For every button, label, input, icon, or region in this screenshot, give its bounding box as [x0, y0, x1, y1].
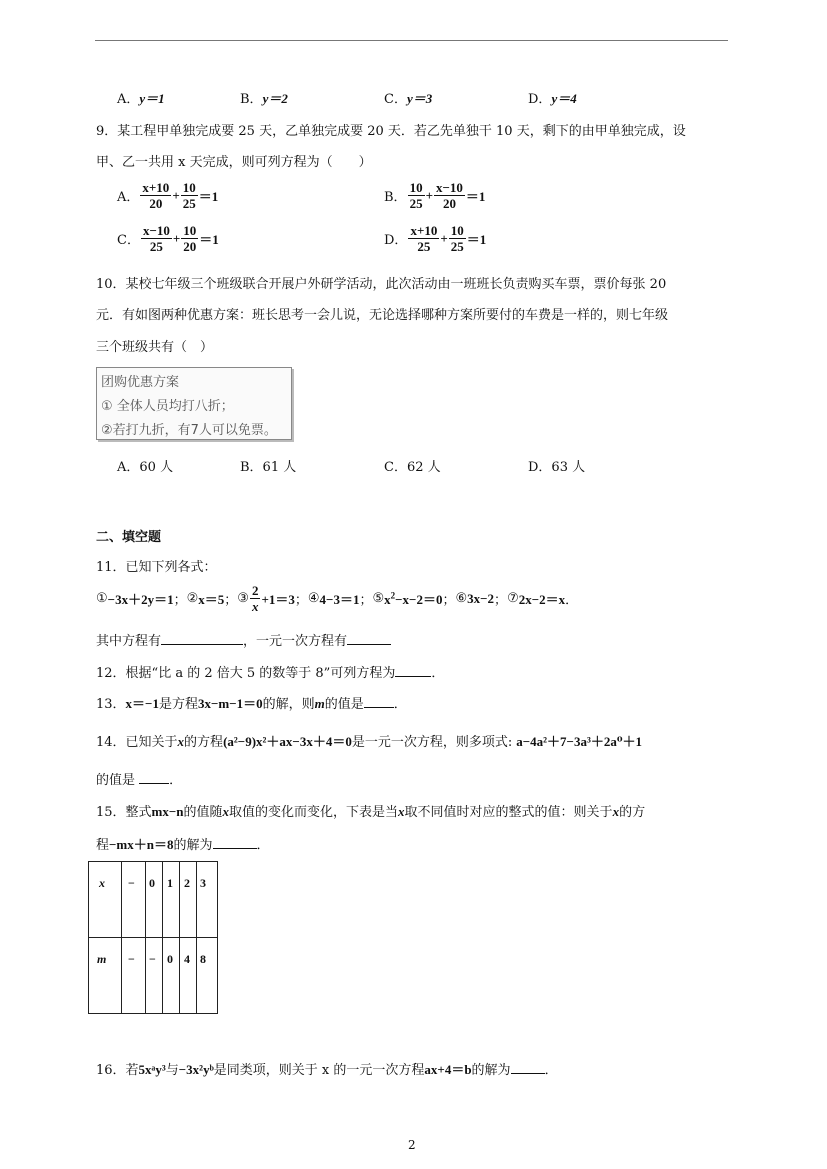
q11-line3: 其中方程有 ，一元一次方程有	[96, 630, 391, 649]
table-cell: 2	[184, 876, 190, 890]
table-cell: 0	[167, 952, 173, 966]
coupon-title: 团购优惠方案	[101, 375, 180, 390]
q8-option-a: A．y＝1	[117, 91, 165, 107]
q13: 13．x＝−1是方程3x−m−1＝0的解，则m的值是 ．	[96, 696, 407, 712]
q9-option-a: A． $\frac{x+10}{20}$ + $\frac{10}{25}$ ＝1	[117, 180, 219, 211]
table-cell: 3	[200, 876, 206, 890]
q15-blank[interactable]	[213, 836, 257, 849]
section-heading: 二、填空题	[96, 530, 162, 545]
coupon-item-2: ②若打九折，有7人可以免票。	[101, 423, 277, 438]
q9-line1: 9．某工程甲单独完成要 25 天，乙单独完成要 20 天．若乙先单独干 10 天，剩下的由甲单独完成，设	[96, 124, 686, 139]
table-cell: 1	[167, 876, 173, 890]
table-cell: 0	[149, 876, 155, 890]
q9-option-b: B． $\frac{10}{25}$ + $\frac{x-10}{20}$ ＝1	[384, 180, 486, 211]
q10-option-a: A．60 人	[117, 460, 174, 475]
coupon-image	[96, 367, 292, 440]
q11-blank-1[interactable]	[161, 632, 243, 645]
q10-line2: 元．有如图两种优惠方案：班长思考一会儿说，无论选择哪种方案所要付的车费是一样的，则七年级	[96, 308, 669, 323]
q10-line1: 10．某校七年级三个班级联合开展户外研学活动，此次活动由一班班长负责购买车票，票价每张 20	[96, 277, 667, 292]
q9-option-d: D． $\frac{x+10}{25}$ + $\frac{10}{25}$ ＝1	[384, 223, 487, 254]
table-cell: m	[97, 952, 107, 966]
q14-line1: 14．已知关于x的方程(a²−9)x²＋ax−3x＋4＝0是一元一次方程，则多项式: a−4a²＋7−3a³＋2a⁰＋1	[96, 734, 643, 750]
table-cell: x	[99, 876, 105, 890]
q15-table	[88, 861, 218, 1014]
q9-line2: 甲、乙一共用 x 天完成，则可列方程为（ ）	[96, 155, 372, 170]
q14-blank[interactable]	[139, 771, 169, 784]
q14-line2: 的值是 ．	[96, 773, 183, 788]
q16-blank[interactable]	[511, 1061, 545, 1074]
q8-option-c: C．y＝3	[384, 91, 433, 107]
q10-option-d: D．63 人	[528, 460, 586, 475]
q10-option-c: C．62 人	[384, 460, 441, 475]
table-cell: −	[128, 952, 135, 966]
q15-line1: 15．整式mx−n的值随x取值的变化而变化，下表是当x取不同值时对应的整式的值：则关于x的方	[96, 804, 646, 820]
q13-blank[interactable]	[364, 695, 394, 708]
coupon-item-1: ① 全体人员均打八折；	[101, 399, 234, 414]
table-cell: −	[128, 876, 135, 890]
q11-line1: 11．已知下列各式：	[96, 560, 217, 575]
q8-option-b: B．y＝2	[240, 91, 288, 107]
q10-option-b: B．61 人	[240, 460, 297, 475]
q12-blank[interactable]	[395, 664, 431, 677]
page-number: 2	[408, 1138, 416, 1152]
header-rule	[95, 40, 728, 41]
q16: 16．若5xᵃy³与−3x²yᵇ是同类项，则关于 x 的一元一次方程ax+4＝b的解为 ．	[96, 1062, 558, 1078]
table-cell: 8	[200, 952, 206, 966]
q12: 12．根据“比 a 的 2 倍大 5 的数等于 8”可列方程为 ．	[96, 666, 445, 681]
q10-line3: 三个班级共有（ ）	[96, 340, 214, 355]
q11-blank-2[interactable]	[347, 632, 391, 645]
q15-line2: 程−mx＋n＝8的解为 ．	[96, 837, 270, 853]
table-cell: −	[149, 952, 156, 966]
q8-option-d: D．y＝4	[528, 91, 577, 107]
q9-option-c: C． $\frac{x-10}{25}$ + $\frac{10}{20}$ ＝1	[117, 223, 219, 254]
q11-expressions: ① −3x＋2y＝1 ； ② x＝5 ； ③ $\frac{2}{x}$ +1＝3 ； ④ 4−3＝1 ； ⑤ $x^2-x-2=0$ ； ⑥ 3x−2 ； ⑦ 2x−2＝x ．	[96, 583, 579, 614]
table-cell: 4	[184, 952, 190, 966]
